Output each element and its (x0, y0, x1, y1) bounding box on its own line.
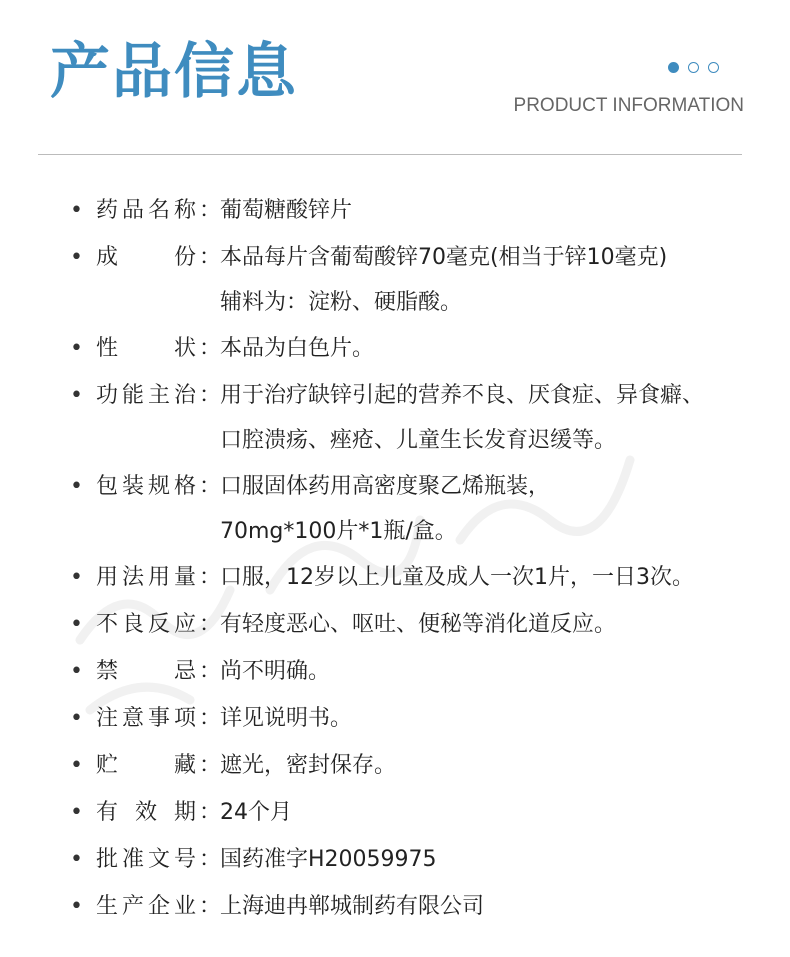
info-label (96, 892, 196, 922)
label-colon: ： (199, 800, 222, 825)
info-row (0, 610, 790, 657)
bullet-point: • (70, 612, 83, 637)
label-colon: ： (199, 659, 222, 684)
info-label (96, 610, 196, 640)
label-char: 装 (121, 474, 144, 499)
info-value: 24个月 (220, 800, 292, 825)
label-char: 药 (96, 198, 119, 223)
page-indicator (668, 62, 719, 73)
info-value: 详见说明书。 (220, 706, 353, 731)
label-char: 意 (121, 706, 144, 731)
page-subtitle: PRODUCT INFORMATION (513, 95, 744, 116)
info-value: 口服固体药用高密度聚乙烯瓶装， (220, 474, 551, 499)
label-char: 批 (96, 847, 119, 872)
bullet-point: • (70, 659, 83, 684)
info-row (0, 798, 790, 845)
info-value: 上海迪冉郸城制药有限公司 (220, 894, 485, 919)
info-label (96, 704, 196, 734)
label-char: 藏 (173, 753, 196, 778)
label-char: 包 (96, 474, 119, 499)
label-char: 良 (121, 612, 144, 637)
label-char: 期 (173, 800, 196, 825)
info-row (0, 381, 790, 472)
label-colon: ： (199, 612, 222, 637)
page-title: 产品信息 (50, 37, 298, 107)
label-colon: ： (199, 753, 222, 778)
label-colon: ： (199, 474, 222, 499)
label-char: 效 (134, 800, 157, 825)
label-char: 功 (96, 383, 119, 408)
info-value-continued: 口腔溃疡、痤疮、儿童生长发育迟缓等。 (220, 428, 617, 453)
label-char: 忌 (173, 659, 196, 684)
label-char: 法 (121, 565, 144, 590)
bullet-point: • (70, 198, 83, 223)
info-value: 有轻度恶心、呕吐、便秘等消化道反应。 (220, 612, 617, 637)
label-char: 量 (173, 565, 196, 590)
label-char: 份 (173, 245, 196, 270)
label-char: 生 (96, 894, 119, 919)
label-char: 能 (121, 383, 144, 408)
label-char: 业 (173, 894, 196, 919)
info-label (96, 563, 196, 593)
label-char: 注 (96, 706, 119, 731)
info-row (0, 704, 790, 751)
label-char: 贮 (96, 753, 119, 778)
label-colon: ： (199, 198, 222, 223)
bullet-point: • (70, 894, 83, 919)
label-char: 项 (173, 706, 196, 731)
label-char: 治 (173, 383, 196, 408)
label-colon: ： (199, 847, 222, 872)
info-label (96, 196, 196, 226)
info-label (96, 334, 196, 364)
header-divider (38, 154, 742, 155)
info-row (0, 334, 790, 381)
info-value: 葡萄糖酸锌片 (220, 198, 353, 223)
label-char: 品 (121, 198, 144, 223)
bullet-point: • (70, 565, 83, 590)
bullet-point: • (70, 800, 83, 825)
indicator-dot-active (668, 62, 679, 73)
info-value: 本品为白色片。 (220, 336, 375, 361)
label-colon: ： (199, 894, 222, 919)
label-char: 反 (147, 612, 170, 637)
info-row (0, 845, 790, 892)
label-char: 号 (173, 847, 196, 872)
info-label (96, 798, 196, 828)
label-colon: ： (199, 383, 222, 408)
info-label (96, 845, 196, 875)
indicator-dot (708, 62, 719, 73)
info-value-continued: 70mg*100片*1瓶/盒。 (220, 519, 457, 544)
info-row (0, 892, 790, 939)
label-char: 准 (121, 847, 144, 872)
info-label (96, 657, 196, 687)
bullet-point: • (70, 474, 83, 499)
label-char: 性 (96, 336, 119, 361)
label-char: 禁 (96, 659, 119, 684)
info-label (96, 751, 196, 781)
label-colon: ： (199, 565, 222, 590)
label-char: 不 (96, 612, 119, 637)
label-char: 规 (147, 474, 170, 499)
label-char: 产 (121, 894, 144, 919)
bullet-point: • (70, 245, 83, 270)
info-row (0, 563, 790, 610)
bullet-point: • (70, 847, 83, 872)
info-row (0, 472, 790, 563)
label-char: 有 (96, 800, 119, 825)
info-label (96, 472, 196, 502)
info-row (0, 243, 790, 334)
label-char: 格 (173, 474, 196, 499)
info-value-continued: 辅料为：淀粉、硬脂酸。 (220, 290, 463, 315)
label-char: 企 (147, 894, 170, 919)
label-char: 名 (147, 198, 170, 223)
info-value: 用于治疗缺锌引起的营养不良、厌食症、异食癖、 (220, 383, 705, 408)
label-char: 用 (147, 565, 170, 590)
info-row (0, 196, 790, 243)
info-label (96, 381, 196, 411)
label-char: 状 (173, 336, 196, 361)
info-value: 尚不明确。 (220, 659, 331, 684)
info-label (96, 243, 196, 273)
indicator-dot (688, 62, 699, 73)
info-value: 口服，12岁以上儿童及成人一次1片，一日3次。 (220, 565, 694, 590)
bullet-point: • (70, 336, 83, 361)
label-char: 主 (147, 383, 170, 408)
bullet-point: • (70, 383, 83, 408)
label-char: 成 (96, 245, 119, 270)
bullet-point: • (70, 706, 83, 731)
label-char: 应 (173, 612, 196, 637)
label-char: 文 (147, 847, 170, 872)
info-row (0, 657, 790, 704)
product-info-list (0, 196, 790, 939)
label-char: 用 (96, 565, 119, 590)
info-value: 遮光，密封保存。 (220, 753, 397, 778)
info-value: 国药准字H20059975 (220, 847, 437, 872)
label-colon: ： (199, 245, 222, 270)
label-colon: ： (199, 706, 222, 731)
info-row (0, 751, 790, 798)
label-char: 称 (173, 198, 196, 223)
info-value: 本品每片含葡萄酸锌70毫克(相当于锌10毫克) (220, 245, 668, 270)
label-char: 事 (147, 706, 170, 731)
bullet-point: • (70, 753, 83, 778)
label-colon: ： (199, 336, 222, 361)
